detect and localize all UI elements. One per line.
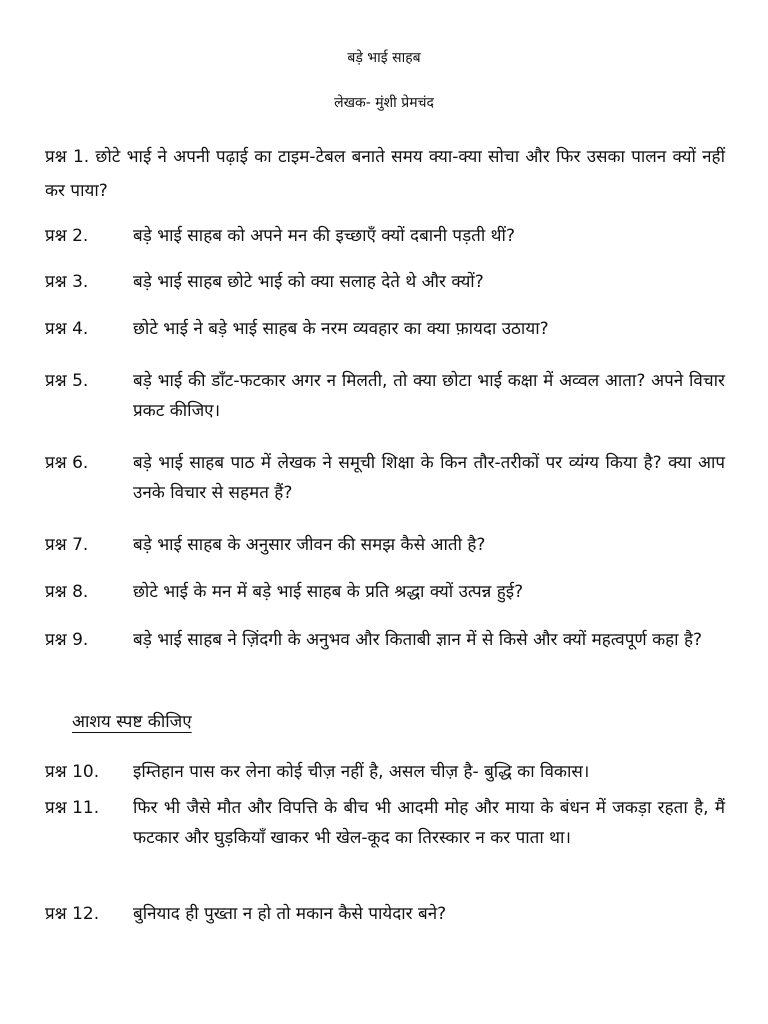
document-title: बड़े भाई साहब xyxy=(347,50,421,66)
question-number: प्रश्न 10. xyxy=(45,762,100,782)
question-number: प्रश्न 2. xyxy=(45,226,89,246)
question-number: प्रश्न 4. xyxy=(45,319,89,339)
question-8 xyxy=(45,577,725,607)
question-6 xyxy=(45,448,725,508)
question-text: बड़े भाई साहब छोटे भाई को क्या सलाह देते थे और क्यों? xyxy=(133,272,484,292)
question-text: बड़े भाई साहब ने ज़िंदगी के अनुभव और किताबी ज्ञान में से किसे और क्यों महत्वपूर्ण कहा है? xyxy=(133,630,703,650)
question-text: बुनियाद ही पुख्ता न हो तो मकान कैसे पायेदार बने? xyxy=(133,904,447,924)
document-author: लेखक- मुंशी प्रेमचंद xyxy=(334,95,434,111)
question-text: बड़े भाई साहब पाठ में लेखक ने समूची शिक्षा के किन तौर-तरीकों पर व्यंग्य किया है? क्या आप उनके विचार से सहमत हैं? xyxy=(133,453,725,503)
question-9 xyxy=(45,625,725,655)
question-number: प्रश्न 6. xyxy=(45,453,89,473)
question-12 xyxy=(45,899,725,929)
question-number: प्रश्न 11. xyxy=(45,798,100,818)
question-text: इम्तिहान पास कर लेना कोई चीज़ नहीं है, असल चीज़ है- बुद्धि का विकास। xyxy=(133,762,590,782)
question-text: बड़े भाई की डाँट-फटकार अगर न मिलती, तो क्या छोटा भाई कक्षा में अव्वल आता? अपने विचार प्रकट कीजिए। xyxy=(133,371,725,421)
question-1: प्रश्न 1. छोटे भाई ने अपनी पढ़ाई का टाइम-टेबल बनाते समय क्या-क्या सोचा और फिर उसका पालन क्यों नहीं कर पाया? xyxy=(45,147,725,201)
question-text: छोटे भाई ने बड़े भाई साहब के नरम व्यवहार का क्या फ़ायदा उठाया? xyxy=(133,319,549,339)
question-number: प्रश्न 12. xyxy=(45,904,100,924)
question-number: प्रश्न 9. xyxy=(45,630,89,650)
question-number: प्रश्न 3. xyxy=(45,272,89,292)
question-7 xyxy=(45,530,725,560)
question-11 xyxy=(45,793,725,853)
question-text: बड़े भाई साहब के अनुसार जीवन की समझ कैसे आती है? xyxy=(133,535,486,555)
section-heading: आशय स्पष्ट कीजिए xyxy=(72,712,192,732)
question-4 xyxy=(45,314,725,344)
question-5 xyxy=(45,366,725,426)
question-3 xyxy=(45,267,725,297)
question-text: फिर भी जैसे मौत और विपत्ति के बीच भी आदमी मोह और माया के बंधन में जकड़ा रहता है, मैं फटकार और घुड़कियाँ खाकर भी खेल-कूद का तिरस्कार न कर पाता था। xyxy=(133,798,725,848)
question-10 xyxy=(45,757,725,787)
question-text: बड़े भाई साहब को अपने मन की इच्छाएँ क्यों दबानी पड़ती थीं? xyxy=(133,226,515,246)
question-2 xyxy=(45,221,725,251)
question-text: छोटे भाई के मन में बड़े भाई साहब के प्रति श्रद्धा क्यों उत्पन्न हुई? xyxy=(133,582,524,602)
question-number: प्रश्न 8. xyxy=(45,582,89,602)
question-number: प्रश्न 5. xyxy=(45,371,89,391)
question-number: प्रश्न 7. xyxy=(45,535,89,555)
